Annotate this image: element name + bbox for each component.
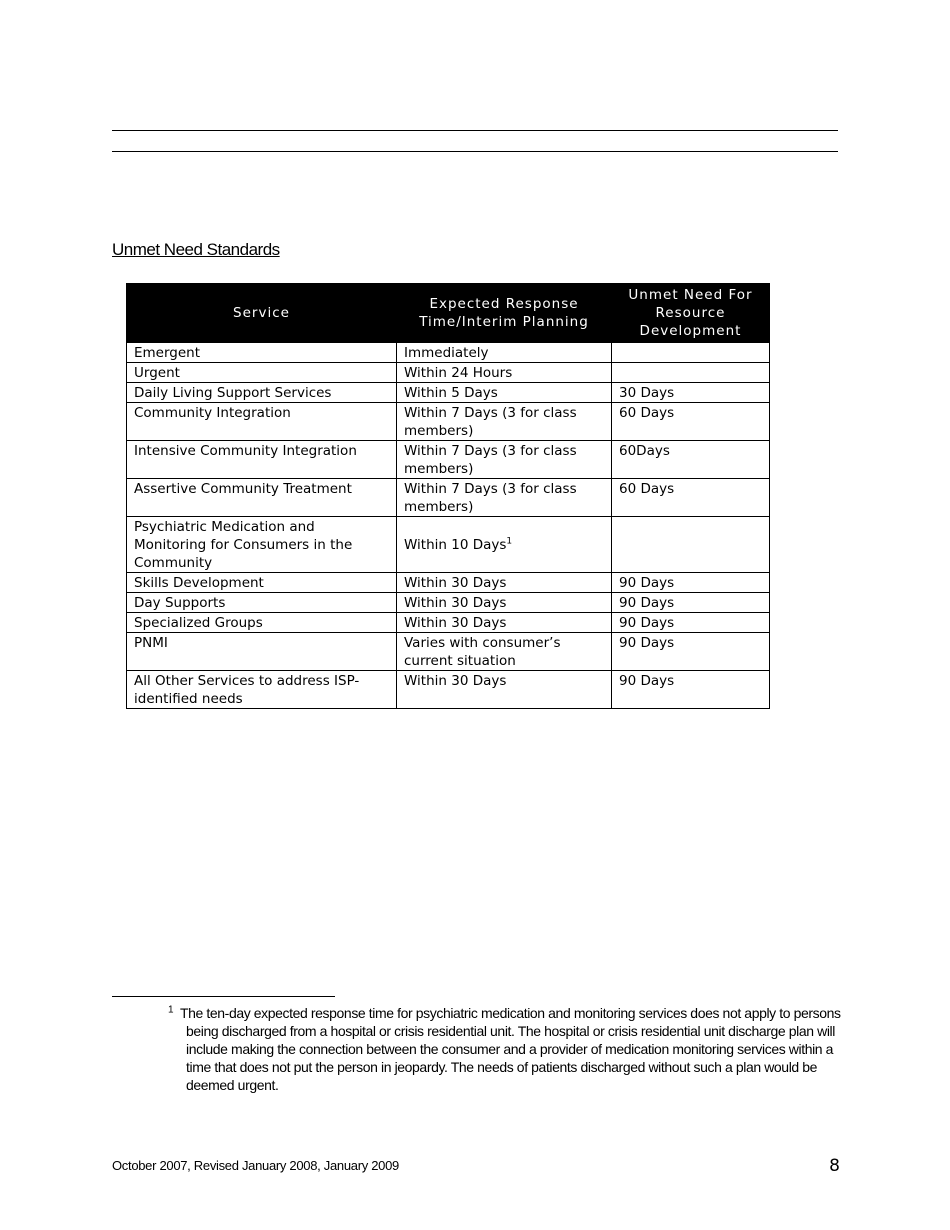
table-row [127, 363, 770, 383]
service-cell: All Other Services to address ISP-identified needs [127, 671, 397, 709]
table-row [127, 343, 770, 363]
service-cell: Day Supports [127, 593, 397, 613]
footnote [168, 1004, 848, 1094]
table-row [127, 593, 770, 613]
unmet-cell: 90 Days [612, 593, 770, 613]
unmet-cell: 60 Days [612, 403, 770, 441]
response-cell: Within 5 Days [397, 383, 612, 403]
service-cell: Urgent [127, 363, 397, 383]
response-cell: Within 7 Days (3 for class members) [397, 403, 612, 441]
section-heading: Unmet Need Standards [112, 240, 280, 259]
service-cell: Emergent [127, 343, 397, 363]
table-row [127, 479, 770, 517]
table-row [127, 517, 770, 573]
table-row [127, 671, 770, 709]
service-cell: Daily Living Support Services [127, 383, 397, 403]
response-cell: Varies with consumer’s current situation [397, 633, 612, 671]
unmet-cell: 60 Days [612, 479, 770, 517]
unmet-cell: 30 Days [612, 383, 770, 403]
unmet-cell [612, 517, 770, 573]
unmet-cell: 90 Days [612, 633, 770, 671]
service-cell: Assertive Community Treatment [127, 479, 397, 517]
footer-revision-date: October 2007, Revised January 2008, January 2009 [112, 1158, 399, 1173]
table-row [127, 633, 770, 671]
page-number: 8 [829, 1156, 840, 1176]
service-cell: Community Integration [127, 403, 397, 441]
unmet-need-standards-table [126, 283, 770, 709]
service-cell: Intensive Community Integration [127, 441, 397, 479]
response-cell: Within 30 Days [397, 573, 612, 593]
column-header-service: Service [127, 284, 397, 343]
table-row [127, 613, 770, 633]
unmet-cell: 90 Days [612, 573, 770, 593]
header-rule-top [112, 130, 838, 131]
response-cell [397, 517, 612, 573]
header-rule-bottom [112, 151, 838, 152]
table-row [127, 383, 770, 403]
response-cell: Within 24 Hours [397, 363, 612, 383]
unmet-cell: 90 Days [612, 671, 770, 709]
service-cell: PNMI [127, 633, 397, 671]
footnote-separator [112, 996, 335, 997]
unmet-cell [612, 363, 770, 383]
footnote-reference: 1 [506, 536, 513, 547]
column-header-unmet: Unmet Need For Resource Development [612, 284, 770, 343]
column-header-response: Expected Response Time/Interim Planning [397, 284, 612, 343]
service-cell: Skills Development [127, 573, 397, 593]
table-row [127, 403, 770, 441]
response-cell: Within 7 Days (3 for class members) [397, 441, 612, 479]
footnote-mark: 1 [168, 1004, 174, 1016]
service-cell: Specialized Groups [127, 613, 397, 633]
table-header-row [127, 284, 770, 343]
unmet-cell [612, 343, 770, 363]
unmet-cell: 60Days [612, 441, 770, 479]
response-cell: Within 30 Days [397, 671, 612, 709]
unmet-cell: 90 Days [612, 613, 770, 633]
response-text: Within 10 Days [404, 537, 507, 553]
table-row [127, 441, 770, 479]
service-cell: Psychiatric Medication and Monitoring for Consumers in the Community [127, 517, 397, 573]
table-row [127, 573, 770, 593]
response-cell: Within 30 Days [397, 613, 612, 633]
response-cell: Immediately [397, 343, 612, 363]
response-cell: Within 7 Days (3 for class members) [397, 479, 612, 517]
footnote-text: The ten-day expected response time for psychiatric medication and monitoring services does not apply to persons being discharged from a hospital or crisis residential unit. The hospital or crisis residential unit discharge plan will include making the connection between the consumer and a provider of medication monitoring services within a time that does not put the person in jeopardy. The needs of patients discharged without such a plan would be deemed urgent. [180, 1005, 841, 1093]
response-cell: Within 30 Days [397, 593, 612, 613]
